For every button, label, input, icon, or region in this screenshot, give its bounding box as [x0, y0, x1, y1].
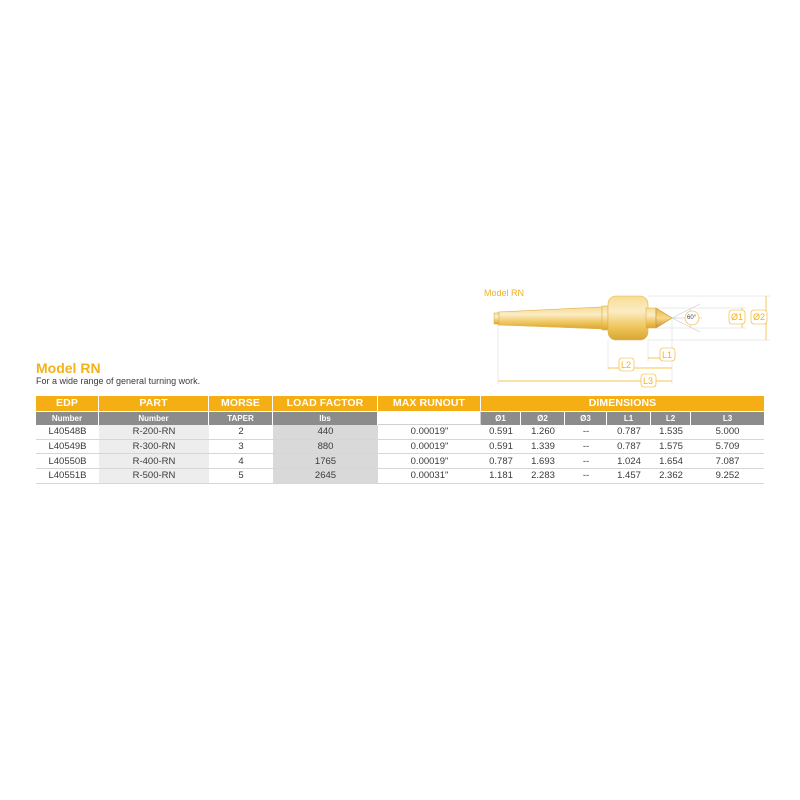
col-part-sub: Number: [99, 411, 209, 426]
col-l1-sub: L1: [607, 411, 651, 426]
cell-morse: 4: [209, 454, 273, 469]
cell-part: R-200-RN: [99, 425, 209, 440]
col-morse-header: MORSE: [209, 396, 273, 411]
cell-morse: 3: [209, 440, 273, 455]
cell-d1: 0.787: [481, 454, 521, 469]
cell-edp: L40548B: [36, 425, 99, 440]
diagram-title: Model RN: [484, 288, 525, 298]
col-load-header: LOAD FACTOR: [273, 396, 378, 411]
cell-morse: 5: [209, 469, 273, 484]
cell-l3: 9.252: [691, 469, 764, 484]
cell-l3: 7.087: [691, 454, 764, 469]
cell-part: R-300-RN: [99, 440, 209, 455]
cell-l1: 0.787: [607, 425, 651, 440]
col-l2-sub: L2: [651, 411, 691, 426]
shank-tang: [494, 313, 499, 324]
cell-l3: 5.000: [691, 425, 764, 440]
cell-d2: 2.283: [521, 469, 565, 484]
cell-d1: 0.591: [481, 440, 521, 455]
cell-runout: 0.00031": [378, 469, 481, 484]
table-row: [36, 425, 764, 440]
l2-label: L2: [621, 360, 632, 370]
col-dimensions-header: DIMENSIONS: [481, 396, 764, 411]
neck: [602, 306, 608, 330]
cell-d2: 1.339: [521, 440, 565, 455]
col-load-sub: lbs: [273, 411, 378, 426]
cell-morse: 2: [209, 425, 273, 440]
l1-label: L1: [662, 350, 673, 360]
col-l3-sub: L3: [691, 411, 764, 426]
table-row: [36, 454, 764, 469]
cell-l1: 0.787: [607, 440, 651, 455]
col-runout-sub: [378, 411, 481, 426]
col-d3-sub: Ø3: [565, 411, 607, 426]
cell-edp: L40549B: [36, 440, 99, 455]
cell-d2: 1.693: [521, 454, 565, 469]
cell-part: R-500-RN: [99, 469, 209, 484]
cell-part: R-400-RN: [99, 454, 209, 469]
cell-d3: --: [565, 454, 607, 469]
center-tip: [656, 308, 672, 328]
cell-load: 2645: [273, 469, 378, 484]
cell-edp: L40551B: [36, 469, 99, 484]
cell-runout: 0.00019": [378, 440, 481, 455]
col-morse-sub: TAPER: [209, 411, 273, 426]
live-center-drawing: [480, 284, 780, 394]
cell-d3: --: [565, 469, 607, 484]
body: [608, 296, 648, 340]
cell-l1: 1.457: [607, 469, 651, 484]
spindle: [646, 308, 656, 328]
model-subtitle: For a wide range of general turning work.: [36, 376, 201, 386]
cell-edp: L40550B: [36, 454, 99, 469]
cell-l2: 2.362: [651, 469, 691, 484]
cell-l2: 1.535: [651, 425, 691, 440]
col-edp-sub: Number: [36, 411, 99, 426]
col-d1-sub: Ø1: [481, 411, 521, 426]
table-row: [36, 469, 764, 484]
spec-table: [36, 396, 764, 484]
table-row: [36, 440, 764, 455]
cell-load: 880: [273, 440, 378, 455]
table-body: [36, 425, 764, 483]
taper-shank: [498, 307, 602, 329]
cell-l2: 1.575: [651, 440, 691, 455]
cell-d1: 1.181: [481, 469, 521, 484]
d2-label: Ø2: [753, 312, 766, 322]
cell-runout: 0.00019": [378, 454, 481, 469]
cell-load: 440: [273, 425, 378, 440]
cell-runout: 0.00019": [378, 425, 481, 440]
cell-load: 1765: [273, 454, 378, 469]
col-part-header: PART: [99, 396, 209, 411]
col-runout-header: MAX RUNOUT: [378, 396, 481, 411]
cell-l2: 1.654: [651, 454, 691, 469]
header-row-sub: [36, 411, 764, 426]
cell-l1: 1.024: [607, 454, 651, 469]
cell-d3: --: [565, 425, 607, 440]
live-center-diagram: [480, 284, 780, 394]
cell-d3: --: [565, 440, 607, 455]
cell-d2: 1.260: [521, 425, 565, 440]
angle-label: 60°: [687, 315, 697, 321]
header-row-top: [36, 396, 764, 411]
col-edp-header: EDP: [36, 396, 99, 411]
cell-l3: 5.709: [691, 440, 764, 455]
model-title: Model RN: [36, 360, 101, 376]
l3-label: L3: [643, 376, 654, 386]
d1-label: Ø1: [731, 312, 744, 322]
cell-d1: 0.591: [481, 425, 521, 440]
col-d2-sub: Ø2: [521, 411, 565, 426]
